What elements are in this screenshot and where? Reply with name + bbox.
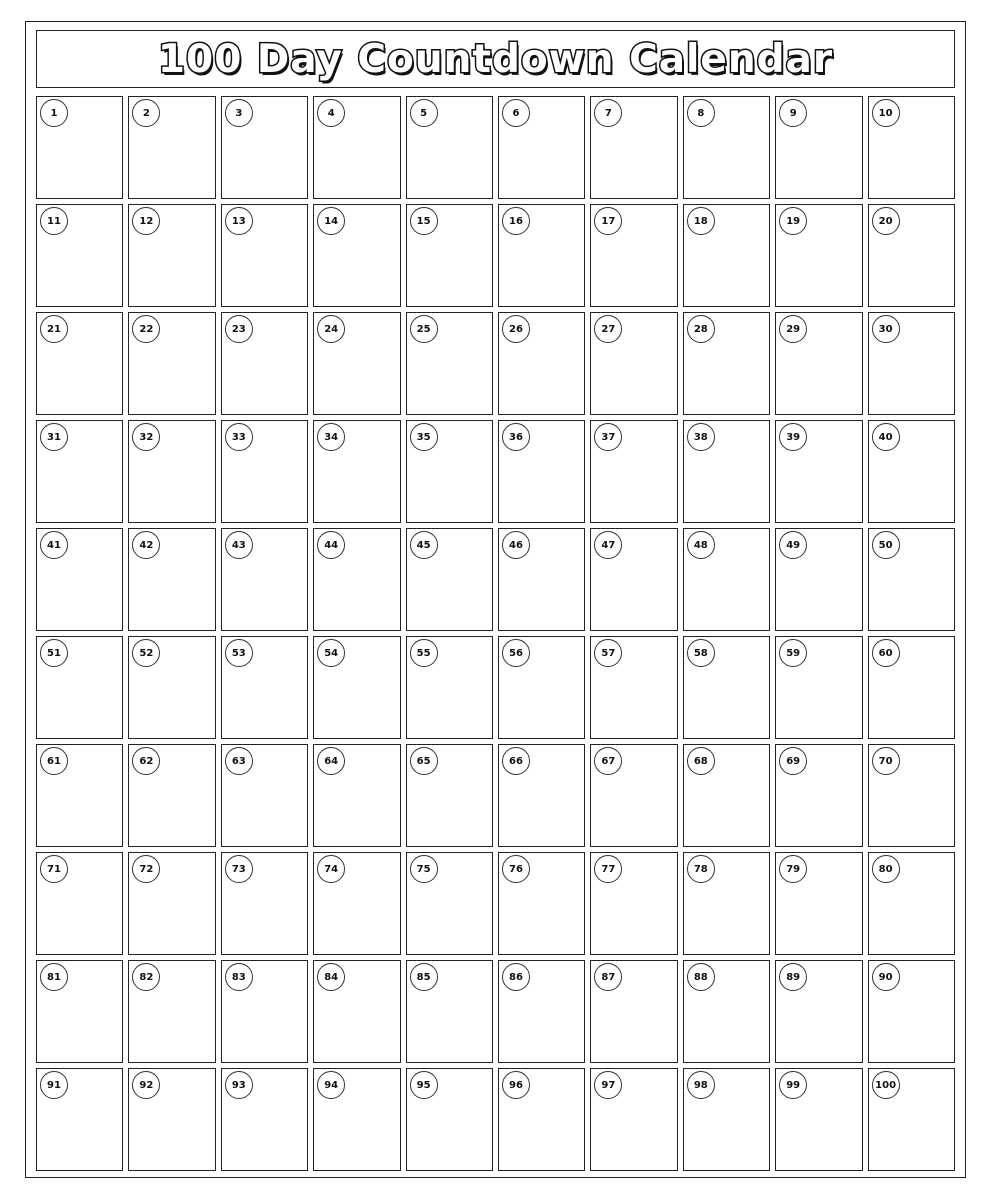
day-number-badge: 74: [317, 855, 345, 883]
day-cell: [221, 1068, 308, 1171]
day-cell: [128, 204, 215, 307]
day-cell: [868, 960, 955, 1063]
day-cell: [36, 204, 123, 307]
day-cell: [128, 1068, 215, 1171]
day-number-badge: 17: [594, 207, 622, 235]
day-cell: [221, 528, 308, 631]
day-number-badge: 59: [779, 639, 807, 667]
day-number-badge: 54: [317, 639, 345, 667]
day-cell: [313, 312, 400, 415]
day-number-badge: 14: [317, 207, 345, 235]
day-number-badge: 87: [594, 963, 622, 991]
day-number-badge: 91: [40, 1071, 68, 1099]
day-cell: [683, 96, 770, 199]
day-number-badge: 36: [502, 423, 530, 451]
day-cell: [775, 312, 862, 415]
day-cell: [498, 312, 585, 415]
day-number-badge: 95: [410, 1071, 438, 1099]
day-cell: [590, 204, 677, 307]
day-number-badge: 43: [225, 531, 253, 559]
day-cell: [36, 528, 123, 631]
day-number-badge: 77: [594, 855, 622, 883]
day-number-badge: 50: [872, 531, 900, 559]
day-number-badge: 58: [687, 639, 715, 667]
day-number-badge: 75: [410, 855, 438, 883]
day-number-badge: 88: [687, 963, 715, 991]
title-box: [36, 30, 955, 88]
day-number-badge: 79: [779, 855, 807, 883]
day-number-badge: 76: [502, 855, 530, 883]
day-number-badge: 39: [779, 423, 807, 451]
day-number-badge: 93: [225, 1071, 253, 1099]
day-number-badge: 5: [410, 99, 438, 127]
day-number-badge: 63: [225, 747, 253, 775]
day-number-badge: 48: [687, 531, 715, 559]
day-cell: [683, 420, 770, 523]
day-cell: [406, 312, 493, 415]
day-cell: [775, 420, 862, 523]
day-cell: [775, 528, 862, 631]
day-number-badge: 20: [872, 207, 900, 235]
calendar-title: 100 Day Countdown Calendar: [157, 36, 834, 82]
day-cell: [868, 312, 955, 415]
day-cell: [221, 96, 308, 199]
day-cell: [868, 204, 955, 307]
day-cell: [406, 636, 493, 739]
day-number-badge: 30: [872, 315, 900, 343]
day-cell: [221, 852, 308, 955]
day-cell: [36, 96, 123, 199]
day-cell: [221, 960, 308, 1063]
day-cell: [683, 204, 770, 307]
day-number-badge: 18: [687, 207, 715, 235]
day-cell: [128, 528, 215, 631]
day-cell: [590, 96, 677, 199]
day-number-badge: 52: [132, 639, 160, 667]
day-number-badge: 9: [779, 99, 807, 127]
day-cell: [221, 204, 308, 307]
day-cell: [868, 528, 955, 631]
day-cell: [36, 420, 123, 523]
day-cell: [775, 852, 862, 955]
day-cell: [221, 744, 308, 847]
day-cell: [313, 744, 400, 847]
day-number-badge: 27: [594, 315, 622, 343]
day-cell: [683, 312, 770, 415]
day-number-badge: 16: [502, 207, 530, 235]
day-number-badge: 37: [594, 423, 622, 451]
day-cell: [590, 528, 677, 631]
day-number-badge: 96: [502, 1071, 530, 1099]
day-cell: [683, 636, 770, 739]
day-number-badge: 41: [40, 531, 68, 559]
day-cell: [128, 960, 215, 1063]
day-cell: [498, 528, 585, 631]
day-number-badge: 67: [594, 747, 622, 775]
day-cell: [868, 96, 955, 199]
day-number-badge: 11: [40, 207, 68, 235]
day-number-badge: 28: [687, 315, 715, 343]
day-number-badge: 56: [502, 639, 530, 667]
day-cell: [868, 1068, 955, 1171]
day-cell: [498, 1068, 585, 1171]
day-cell: [406, 852, 493, 955]
day-cell: [313, 528, 400, 631]
day-number-badge: 61: [40, 747, 68, 775]
day-number-badge: 64: [317, 747, 345, 775]
day-cell: [221, 636, 308, 739]
day-number-badge: 33: [225, 423, 253, 451]
day-cell: [683, 1068, 770, 1171]
day-cell: [498, 420, 585, 523]
day-cell: [775, 96, 862, 199]
day-number-badge: 10: [872, 99, 900, 127]
day-cell: [406, 960, 493, 1063]
day-number-badge: 99: [779, 1071, 807, 1099]
day-number-badge: 8: [687, 99, 715, 127]
day-number-badge: 4: [317, 99, 345, 127]
day-cell: [128, 636, 215, 739]
day-cell: [498, 636, 585, 739]
day-cell: [775, 960, 862, 1063]
day-number-badge: 80: [872, 855, 900, 883]
day-number-badge: 57: [594, 639, 622, 667]
day-number-badge: 22: [132, 315, 160, 343]
day-number-badge: 13: [225, 207, 253, 235]
day-number-badge: 62: [132, 747, 160, 775]
day-number-badge: 15: [410, 207, 438, 235]
day-cell: [36, 1068, 123, 1171]
day-number-badge: 21: [40, 315, 68, 343]
day-cell: [683, 960, 770, 1063]
day-number-badge: 29: [779, 315, 807, 343]
day-number-badge: 70: [872, 747, 900, 775]
day-cell: [590, 960, 677, 1063]
day-number-badge: 86: [502, 963, 530, 991]
day-number-badge: 92: [132, 1071, 160, 1099]
day-number-badge: 6: [502, 99, 530, 127]
day-cell: [313, 204, 400, 307]
day-cell: [36, 852, 123, 955]
day-number-badge: 53: [225, 639, 253, 667]
day-number-badge: 100: [872, 1071, 900, 1099]
day-cell: [590, 1068, 677, 1171]
day-cell: [775, 636, 862, 739]
day-number-badge: 69: [779, 747, 807, 775]
day-cell: [775, 1068, 862, 1171]
day-cell: [128, 420, 215, 523]
day-cell: [406, 528, 493, 631]
day-number-badge: 23: [225, 315, 253, 343]
day-cell: [683, 744, 770, 847]
day-cell: [590, 744, 677, 847]
day-cell: [36, 636, 123, 739]
day-cell: [868, 852, 955, 955]
day-cell: [868, 636, 955, 739]
day-number-badge: 3: [225, 99, 253, 127]
day-cell: [128, 96, 215, 199]
day-number-badge: 25: [410, 315, 438, 343]
day-cell: [775, 204, 862, 307]
day-cell: [313, 960, 400, 1063]
day-number-badge: 19: [779, 207, 807, 235]
day-cell: [221, 420, 308, 523]
day-cell: [406, 744, 493, 847]
day-cell: [498, 852, 585, 955]
day-number-badge: 60: [872, 639, 900, 667]
day-cell: [406, 420, 493, 523]
day-cell: [868, 420, 955, 523]
day-number-badge: 98: [687, 1071, 715, 1099]
day-cell: [36, 312, 123, 415]
day-number-badge: 12: [132, 207, 160, 235]
day-cell: [313, 852, 400, 955]
day-number-badge: 51: [40, 639, 68, 667]
day-cell: [590, 312, 677, 415]
day-number-badge: 85: [410, 963, 438, 991]
day-number-badge: 66: [502, 747, 530, 775]
day-number-badge: 55: [410, 639, 438, 667]
day-number-badge: 97: [594, 1071, 622, 1099]
day-cell: [590, 636, 677, 739]
day-cell: [36, 744, 123, 847]
day-cell: [498, 96, 585, 199]
day-cell: [128, 852, 215, 955]
day-number-badge: 71: [40, 855, 68, 883]
day-number-badge: 83: [225, 963, 253, 991]
day-number-badge: 31: [40, 423, 68, 451]
day-number-badge: 94: [317, 1071, 345, 1099]
day-number-badge: 90: [872, 963, 900, 991]
day-number-badge: 38: [687, 423, 715, 451]
day-cell: [313, 420, 400, 523]
day-number-badge: 42: [132, 531, 160, 559]
day-cell: [313, 636, 400, 739]
day-number-badge: 72: [132, 855, 160, 883]
day-number-badge: 40: [872, 423, 900, 451]
day-number-badge: 65: [410, 747, 438, 775]
day-cell: [775, 744, 862, 847]
day-cell: [868, 744, 955, 847]
day-number-badge: 44: [317, 531, 345, 559]
day-cell: [406, 96, 493, 199]
day-number-badge: 47: [594, 531, 622, 559]
day-number-badge: 82: [132, 963, 160, 991]
day-number-badge: 89: [779, 963, 807, 991]
day-cell: [590, 852, 677, 955]
day-number-badge: 34: [317, 423, 345, 451]
day-number-badge: 7: [594, 99, 622, 127]
day-number-badge: 1: [40, 99, 68, 127]
day-cell: [498, 204, 585, 307]
day-number-badge: 78: [687, 855, 715, 883]
day-cell: [590, 420, 677, 523]
day-cell: [406, 204, 493, 307]
day-number-badge: 26: [502, 315, 530, 343]
day-number-badge: 73: [225, 855, 253, 883]
day-number-badge: 2: [132, 99, 160, 127]
day-cell: [406, 1068, 493, 1171]
day-number-badge: 24: [317, 315, 345, 343]
day-cell: [683, 528, 770, 631]
day-number-badge: 32: [132, 423, 160, 451]
day-number-badge: 68: [687, 747, 715, 775]
day-number-badge: 35: [410, 423, 438, 451]
day-cell: [313, 96, 400, 199]
day-cell: [683, 852, 770, 955]
day-number-badge: 46: [502, 531, 530, 559]
day-cell: [221, 312, 308, 415]
day-cell: [128, 312, 215, 415]
day-number-badge: 84: [317, 963, 345, 991]
day-cell: [498, 960, 585, 1063]
day-number-badge: 45: [410, 531, 438, 559]
day-number-badge: 49: [779, 531, 807, 559]
day-grid: [36, 96, 955, 1171]
day-number-badge: 81: [40, 963, 68, 991]
day-cell: [313, 1068, 400, 1171]
day-cell: [498, 744, 585, 847]
day-cell: [36, 960, 123, 1063]
day-cell: [128, 744, 215, 847]
